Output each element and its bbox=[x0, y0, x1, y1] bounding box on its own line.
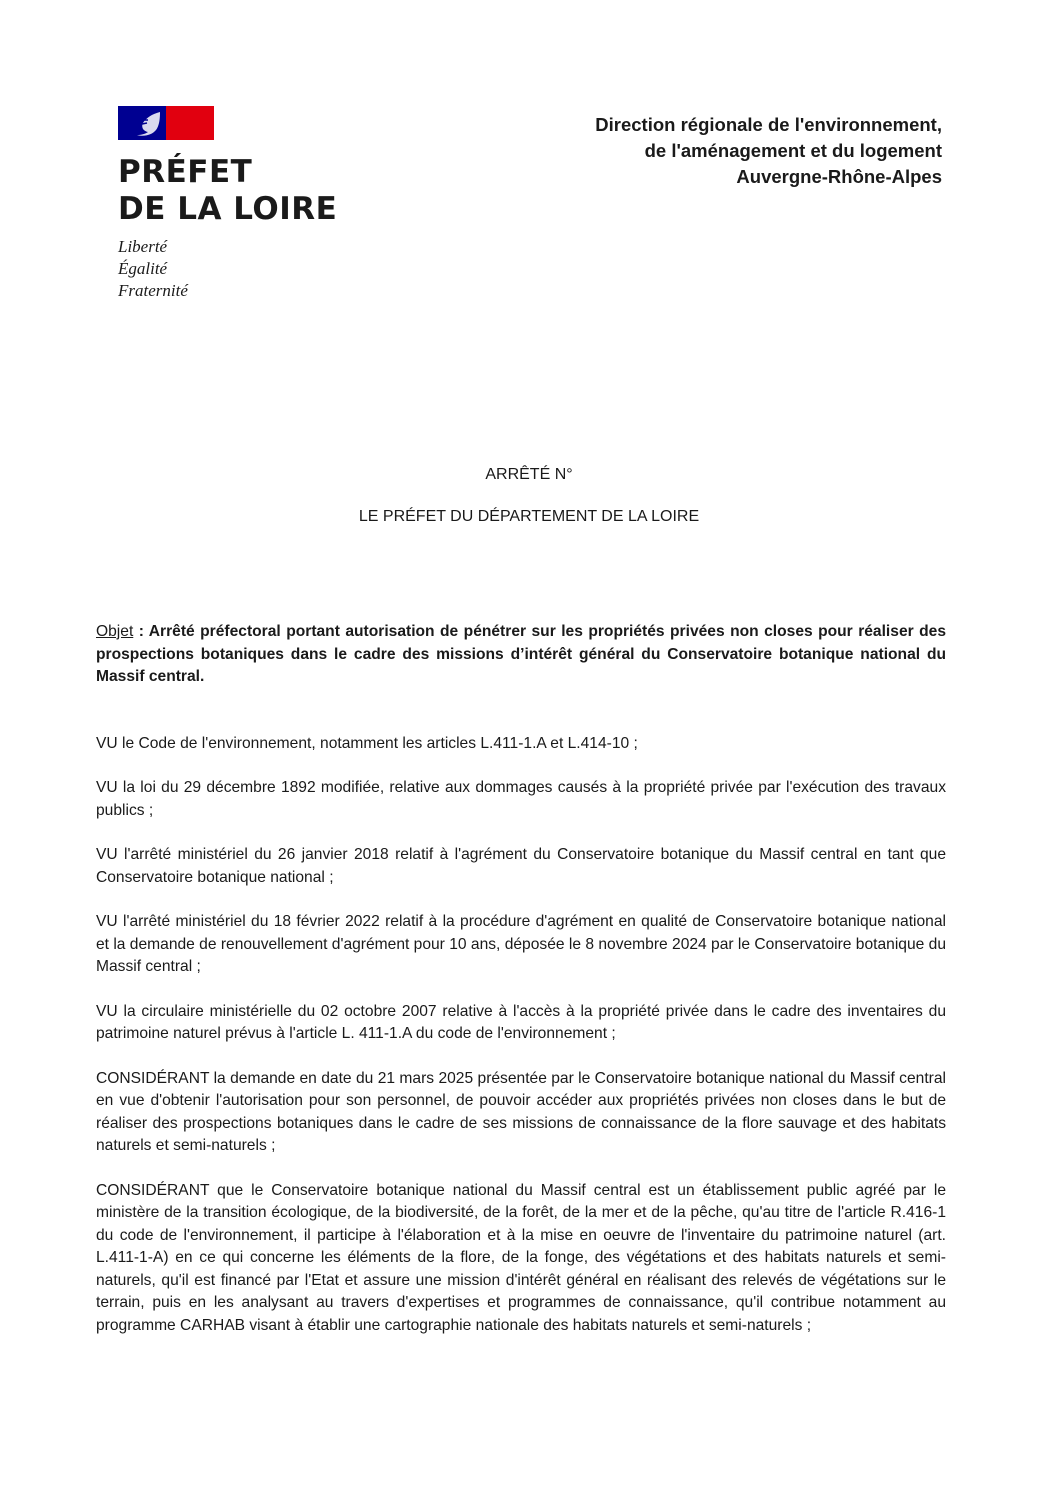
objet-text: Arrêté préfectoral portant autorisation de pénétrer sur les propriétés privées non closes pour réaliser des prospections botaniques dans le cadre des missions d’intérêt général du Conservatoire botanique national du Massif central. bbox=[96, 623, 946, 685]
motto-egalite: Égalité bbox=[118, 259, 168, 278]
motto-fraternite: Fraternité bbox=[118, 281, 188, 300]
vu-arrete-2022: VU l'arrêté ministériel du 18 février 2022 relatif à la procédure d'agrément en qualité de Conservatoire botanique national et la demande de renouvellement d'agrément pour 10 ans, déposée le 8 novembre 2024 par le Conservatoire botanique du Massif central ; bbox=[96, 913, 946, 975]
vu-arrete-2018: VU l'arrêté ministériel du 26 janvier 2018 relatif à l'agrément du Conservatoire botanique du Massif central en tant que Conservatoire botanique national ; bbox=[96, 846, 946, 886]
prefet-heading: LE PRÉFET DU DÉPARTEMENT DE LA LOIRE bbox=[358, 508, 700, 525]
prefecture-logo bbox=[118, 106, 358, 302]
direction-line1: Direction régionale de l'environnement, bbox=[595, 114, 942, 135]
vu-code-environnement: VU le Code de l'environnement, notamment les articles L.411-1.A et L.414-10 ; bbox=[96, 734, 638, 752]
republic-motto bbox=[118, 236, 358, 302]
vu-loi-1892: VU la loi du 29 décembre 1892 modifiée, relative aux dommages causés à la propriété privée par l'exécution des travaux publics ; bbox=[96, 779, 946, 819]
arrete-number-title: ARRÊTÉ N° bbox=[485, 466, 573, 483]
objet-separator: : bbox=[133, 623, 149, 640]
direction-line3: Auvergne-Rhône-Alpes bbox=[736, 166, 942, 187]
prefecture-title-line2: DE LA LOIRE bbox=[118, 191, 338, 227]
considerant-demande: CONSIDÉRANT la demande en date du 21 mars 2025 présentée par le Conservatoire botanique national du Massif central en vue d'obtenir l'autorisation pour son personnel, de pouvoir accéder aux propriétés privées non closes dans le but de réaliser des prospections botaniques dans le cadre de ses missions de connaissance de la flore sauvage et des habitats naturels et semi-naturels ; bbox=[96, 1069, 946, 1154]
document-body bbox=[96, 621, 946, 1359]
direction-line2: de l'aménagement et du logement bbox=[644, 140, 942, 161]
considerant-conservatoire: CONSIDÉRANT que le Conservatoire botanique national du Massif central est un établissement public agréé par le ministère de la transition écologique, de la biodiversité, de la forêt, de la mer et de la pêche, qu'au titre de l'article R.416-1 du code de l'environnement, il participe à l'élaboration et à la mise en oeuvre de l'inventaire du patrimoine naturel (art. L.411-1-A) en ce qui concerne les éléments de la flore, de la fonge, des végétations et des habitats naturels et semi-naturels, qu'il est financé par l'Etat et assure une mission d'intérêt général en réalisant des relevés de végétations sur le terrain, puis en les analysant au travers d'expertises et programmes de connaissance, qu'il contribue notamment au programme CARHAB visant à établir une cartographie nationale des habitats naturels et semi-naturels ; bbox=[96, 1181, 946, 1334]
objet-paragraph bbox=[96, 621, 946, 689]
prefecture-title-line1: PRÉFET bbox=[118, 154, 253, 190]
marianne-flag-icon bbox=[118, 106, 214, 140]
vu-circulaire-2007: VU la circulaire ministérielle du 02 octobre 2007 relative à l'accès à la propriété privée dans le cadre des inventaires du patrimoine naturel prévus à l'article L. 411-1.A du code de l'environnement ; bbox=[96, 1002, 946, 1042]
objet-label: Objet bbox=[96, 623, 134, 640]
issuing-direction bbox=[595, 112, 942, 190]
motto-liberte: Liberté bbox=[118, 237, 168, 256]
prefecture-title bbox=[118, 154, 358, 228]
